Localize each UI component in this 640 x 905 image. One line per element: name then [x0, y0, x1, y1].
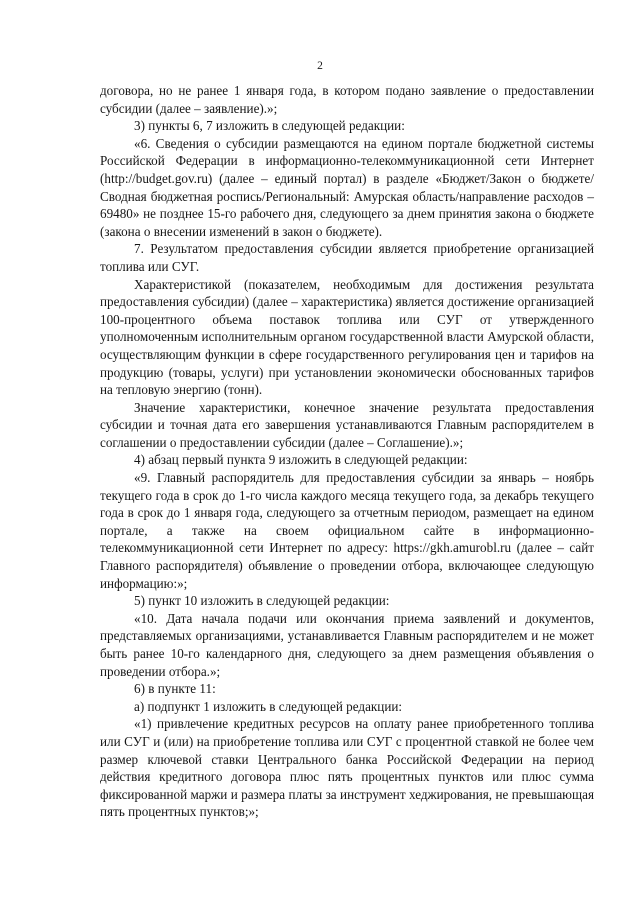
paragraph: 5) пункт 10 изложить в следующей редакции:: [134, 593, 390, 609]
paragraph: а) подпункт 1 изложить в следующей редакции:: [134, 698, 403, 714]
paragraph: договора, но не ранее 1 января года, в котором подано заявление о предоставлении субсидии (далее – заявление).»;: [100, 83, 594, 116]
paragraph: 6) в пункте 11:: [134, 681, 216, 697]
paragraph: «10. Дата начала подачи или окончания приема заявлений и документов, представляемых организациями, устанавливается Главным распорядителем и не может быть ранее 10-го календарного дня, следующего за днем размещения объявления о проведении отбора.»;: [100, 610, 594, 679]
paragraph: 3) пункты 6, 7 изложить в следующей редакции:: [134, 118, 405, 134]
paragraph: «6. Сведения о субсидии размещаются на едином портале бюджетной системы Российской Федерации в информационно-телекоммуникационной сети Интернет (http://budget.gov.ru) (далее – единый портал) в разделе «Бюджет/Закон о бюджете/Сводная бюджетная роспись/Региональный: Амурская область/направление расходов – 69480» не позднее 15-го рабочего дня, следующего за днем принятия закона о бюджете (закона о внесении изменений в закон о бюджете).: [100, 135, 594, 239]
paragraph: 7. Результатом предоставления субсидии является приобретение организацией топлива или СУГ.: [100, 241, 594, 274]
paragraph: 4) абзац первый пункта 9 изложить в следующей редакции:: [134, 452, 468, 468]
paragraph: «9. Главный распорядитель для предоставления субсидии за январь – ноябрь текущего года в срок до 1-го числа каждого месяца текущего года, за декабрь текущего года в срок до 1 января года, следующего за отчетным периодом, размещает на едином портале, а также на своем официальном сайте в информационно-телекоммуникационной сети Интернет по адресу: https://gkh.amurobl.ru (далее – сайт Главного распорядителя) объявление о проведении отбора, включающее следующую информацию:»;: [100, 470, 594, 591]
paragraph: Характеристикой (показателем, необходимым для достижения результата предоставления субсидии) (далее – характеристика) является достижение организацией 100-процентного объема поставок топлива или СУГ от утвержденного уполномоченным исполнительным органом государственной власти Амурской области, осуществляющим функции в сфере государственного регулирования цен и тарифов на продукцию (товары, услуги) при установлении экономически обоснованных тарифов на тепловую энергию (тонн).: [100, 276, 594, 398]
paragraph: «1) привлечение кредитных ресурсов на оплату ранее приобретенного топлива или СУГ и (или) на приобретение топлива или СУГ с процентной ставкой не более чем размер ключевой ставки Центрального банка Российской Федерации на период действия кредитного договора плюс пять процентных пунктов или плюс сумма фиксированной маржи и размера платы за инструмент хеджирования, не превышающая пять процентных пунктов;»;: [100, 716, 594, 820]
document-body: [100, 82, 594, 821]
page-number: 2: [317, 60, 323, 72]
paragraph: Значение характеристики, конечное значение результата предоставления субсидии и точная дата его завершения устанавливаются Главным распорядителем в соглашении о предоставлении субсидии (далее – Соглашение).»;: [100, 399, 594, 450]
